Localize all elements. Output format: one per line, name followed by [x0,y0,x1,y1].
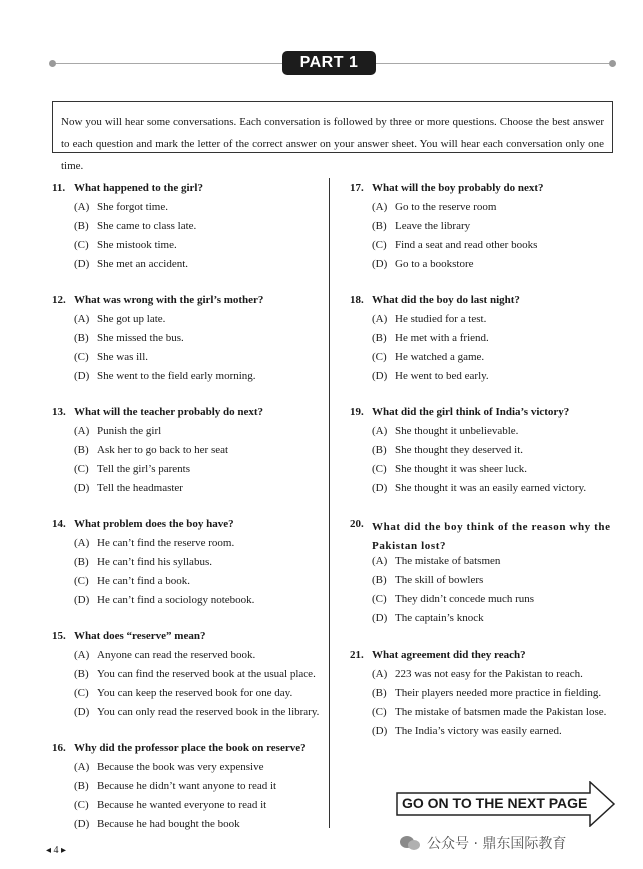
option-text: She thought it unbelievable. [395,425,519,437]
option-d[interactable] [74,594,254,606]
option-letter: (B) [74,668,89,680]
option-text: Because he wanted everyone to read it [97,799,267,811]
option-a[interactable] [372,201,496,213]
option-letter: (B) [74,444,89,456]
question-text: What agreement did they reach? [372,649,526,661]
option-c[interactable] [74,575,190,587]
go-on-arrow [396,781,616,827]
question-text: What does “reserve” mean? [74,630,206,642]
option-c[interactable] [372,593,534,605]
option-text: She got up late. [97,313,166,325]
option-letter: (A) [74,649,90,661]
question-number: 16. [52,742,66,754]
question-text: What happened to the girl? [74,182,203,194]
option-c[interactable] [372,706,606,718]
option-letter: (B) [74,780,89,792]
question-text: What did the boy do last night? [372,294,520,306]
option-b[interactable] [372,687,601,699]
option-letter: (A) [372,313,388,325]
option-text: He met with a friend. [395,332,489,344]
option-letter: (D) [74,258,90,270]
option-letter: (B) [372,687,387,699]
option-letter: (A) [372,201,388,213]
option-text: Tell the girl’s parents [97,463,191,475]
option-d[interactable] [372,612,484,624]
question-number: 18. [350,294,364,306]
option-a[interactable] [74,425,161,437]
option-text: They didn’t concede much runs [395,593,535,605]
option-letter: (A) [372,555,388,567]
option-d[interactable] [372,370,489,382]
option-b[interactable] [74,780,276,792]
watermark [399,833,566,853]
option-d[interactable] [372,258,474,270]
option-a[interactable] [74,537,234,549]
wechat-icon [399,835,421,851]
option-letter: (C) [372,463,387,475]
option-letter: (D) [74,482,90,494]
rule-left-dot [49,60,56,67]
option-text: He can’t find the reserve room. [97,537,235,549]
option-text: She went to the field early morning. [97,370,256,382]
option-letter: (A) [74,425,90,437]
option-c[interactable] [372,239,537,251]
option-letter: (C) [74,351,89,363]
option-text: She thought they deserved it. [395,444,524,456]
option-text: The India’s victory was easily earned. [395,725,562,737]
option-text: Leave the library [395,220,471,232]
option-letter: (C) [74,687,89,699]
option-text: She met an accident. [97,258,189,270]
option-text: Go to a bookstore [395,258,474,270]
question-number: 21. [350,649,364,661]
question-number: 20. [350,518,364,530]
option-letter: (B) [74,220,89,232]
option-b[interactable] [372,332,489,344]
option-letter: (C) [74,239,89,251]
option-text: You can only read the reserved book in the library. [97,706,320,718]
option-a[interactable] [372,555,500,567]
option-letter: (C) [372,593,387,605]
option-letter: (D) [74,818,90,830]
option-a[interactable] [372,425,518,437]
option-text: The skill of bowlers [395,574,484,586]
option-b[interactable] [74,556,212,568]
option-b[interactable] [372,444,523,456]
option-letter: (B) [74,556,89,568]
question-number: 13. [52,406,66,418]
option-text: The mistake of batsmen [395,555,501,567]
option-text: Punish the girl [97,425,162,437]
option-letter: (D) [372,258,388,270]
question-text: Why did the professor place the book on reserve? [74,742,306,754]
option-b[interactable] [74,220,196,232]
option-letter: (B) [372,444,387,456]
option-c[interactable] [372,463,527,475]
option-text: She forgot time. [97,201,168,213]
option-b[interactable] [74,668,316,680]
option-letter: (B) [372,574,387,586]
option-text: You can find the reserved book at the usual place. [97,668,316,680]
option-a[interactable] [74,313,165,325]
option-d[interactable] [74,706,319,718]
column-divider [329,178,330,828]
option-a[interactable] [74,761,263,773]
option-d[interactable] [372,482,586,494]
go-on-label: GO ON TO THE NEXT PAGE [402,795,588,811]
question-number: 19. [350,406,364,418]
option-text: Tell the headmaster [97,482,183,494]
option-text: The mistake of batsmen made the Pakistan lose. [395,706,607,718]
question-text: What was wrong with the girl’s mother? [74,294,264,306]
question-number: 15. [52,630,66,642]
option-c[interactable] [74,351,148,363]
option-letter: (D) [372,725,388,737]
option-text: He watched a game. [395,351,485,363]
option-text: She was ill. [97,351,149,363]
question-text: What will the teacher probably do next? [74,406,264,418]
question-number: 17. [350,182,364,194]
option-letter: (C) [74,799,89,811]
option-c[interactable] [74,463,190,475]
question-text: What will the boy probably do next? [372,182,544,194]
option-c[interactable] [74,799,266,811]
option-text: Anyone can read the reserved book. [97,649,256,661]
option-b[interactable] [372,574,483,586]
option-letter: (A) [74,537,90,549]
option-text: He can’t find his syllabus. [97,556,212,568]
option-d[interactable] [74,370,256,382]
option-b[interactable] [74,444,228,456]
option-text: Because he didn’t want anyone to read it [97,780,277,792]
option-d[interactable] [74,258,188,270]
question-text: What did the girl think of India’s victory? [372,406,570,418]
option-letter: (D) [372,612,388,624]
option-c[interactable] [74,687,292,699]
option-a[interactable] [372,668,583,680]
question-number: 11. [52,182,66,194]
option-b[interactable] [74,332,184,344]
option-letter: (B) [372,220,387,232]
instructions-box: Now you will hear some conversations. Each conversation is followed by three or more questions. Choose the best answer to each question and mark the letter of the correct answer on your answer sheet. You will hear each conversation only one time. [52,101,613,153]
option-a[interactable] [74,649,255,661]
option-text: The captain’s knock [395,612,484,624]
option-text: She came to class late. [97,220,197,232]
option-b[interactable] [372,220,470,232]
question-number: 12. [52,294,66,306]
option-text: Their players needed more practice in fielding. [395,687,602,699]
option-letter: (A) [74,761,90,773]
option-d[interactable] [74,482,183,494]
option-text: He went to bed early. [395,370,489,382]
option-letter: (D) [74,594,90,606]
option-letter: (D) [74,370,90,382]
option-text: Because the book was very expensive [97,761,264,773]
option-text: Ask her to go back to her seat [97,444,229,456]
question-text: What problem does the boy have? [74,518,234,530]
option-letter: (A) [74,313,90,325]
option-text: She mistook time. [97,239,177,251]
option-text: She thought it was sheer luck. [395,463,527,475]
option-letter: (D) [372,482,388,494]
option-letter: (B) [372,332,387,344]
option-c[interactable] [372,351,484,363]
question-number: 14. [52,518,66,530]
part-title: PART 1 [282,51,376,75]
option-letter: (D) [74,706,90,718]
option-text: She missed the bus. [97,332,184,344]
option-letter: (A) [74,201,90,213]
option-letter: (B) [74,332,89,344]
option-letter: (A) [372,425,388,437]
option-d[interactable] [372,725,562,737]
watermark-text: 公众号 · 鼎东国际教育 [427,836,567,852]
option-d[interactable] [74,818,240,830]
option-text: 223 was not easy for the Pakistan to reach. [395,668,583,680]
page-number: ◂ 4 ▸ [46,845,67,856]
option-a[interactable] [74,201,168,213]
option-letter: (C) [372,239,387,251]
option-text: You can keep the reserved book for one day. [97,687,293,699]
option-letter: (A) [372,668,388,680]
option-letter: (C) [372,706,387,718]
option-c[interactable] [74,239,177,251]
rule-right-dot [609,60,616,67]
option-letter: (C) [74,575,89,587]
option-a[interactable] [372,313,486,325]
option-letter: (C) [74,463,89,475]
option-text: Find a seat and read other books [395,239,538,251]
option-text: She thought it was an easily earned victory. [395,482,587,494]
option-text: He can’t find a book. [97,575,190,587]
option-text: Go to the reserve room [395,201,497,213]
option-text: He studied for a test. [395,313,487,325]
option-letter: (C) [372,351,387,363]
option-text: He can’t find a sociology notebook. [97,594,255,606]
option-letter: (D) [372,370,388,382]
option-text: Because he had bought the book [97,818,240,830]
question-text: What did the boy think of the reason why the Pakistan lost? [372,521,611,552]
